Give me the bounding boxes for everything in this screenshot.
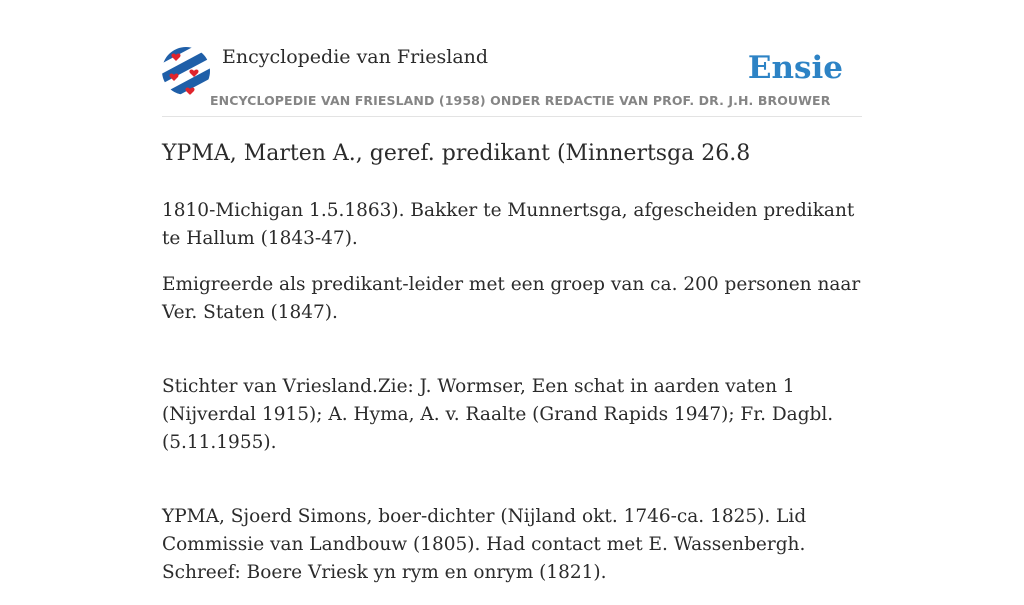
article-paragraph: 1810-Michigan 1.5.1863). Bakker te Munnertsga, afgescheiden predikant te Hallum (1843-47). <box>162 200 855 249</box>
encyclopedia-subtitle: ENCYCLOPEDIE VAN FRIESLAND (1958) ONDER REDACTIE VAN PROF. DR. J.H. BROUWER <box>210 93 831 108</box>
brand-logo-text[interactable]: Ensie <box>747 50 843 86</box>
article-paragraph: Emigreerde als predikant-leider met een groep van ca. 200 personen naar Ver. Staten (1847). <box>162 274 861 323</box>
article-paragraph: YPMA, Sjoerd Simons, boer-dichter (Nijland okt. 1746-ca. 1825). Lid Commissie van Landbouw (1805). Had contact met E. Wassenbergh. Schreef: Boere Vriesk yn rym en onrym (1821). <box>162 506 807 583</box>
article-paragraph: Stichter van Vriesland.Zie: J. Wormser, Een schat in aarden vaten 1 (Nijverdal 1915); A. Hyma, A. v. Raalte (Grand Rapids 1947); Fr. Dagbl. (5.11.1955). <box>162 376 834 453</box>
frisian-flag-logo-icon[interactable] <box>162 47 210 95</box>
article-title: YPMA, Marten A., geref. predikant (Minnertsga 26.8 <box>162 141 751 166</box>
article-content <box>162 137 862 605</box>
site-title[interactable]: Encyclopedie van Friesland <box>222 46 489 68</box>
site-header <box>162 44 862 117</box>
